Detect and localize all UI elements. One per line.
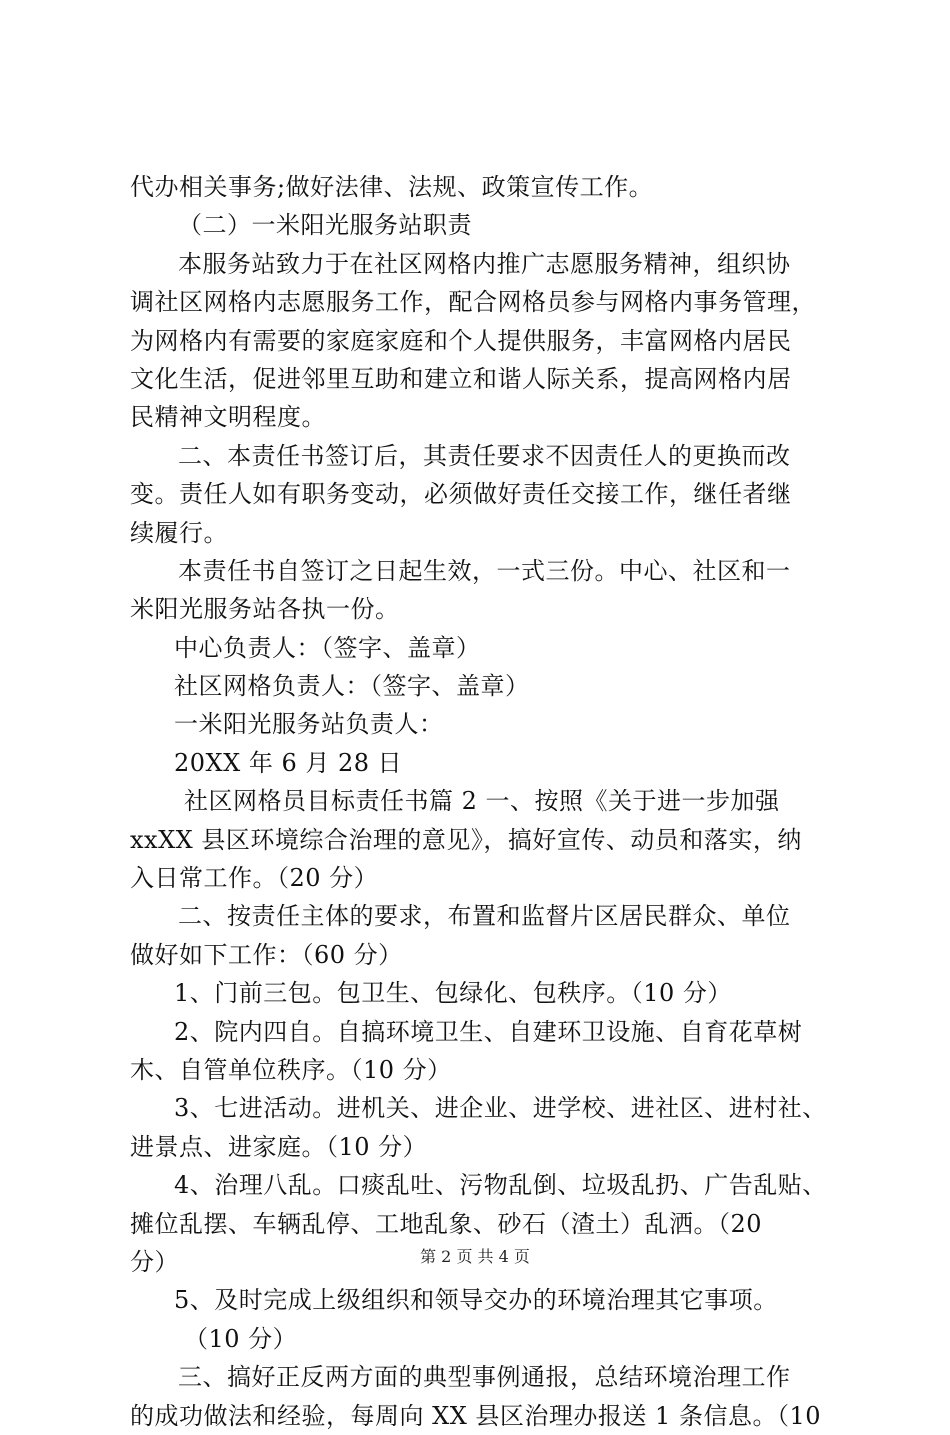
text-line: 三、搞好正反两方面的典型事例通报，总结环境治理工作 — [178, 1363, 791, 1392]
text-line: 木、自管单位秩序。（10 分） — [130, 1055, 452, 1084]
list-item: 2、院内四自。自搞环境卫生、自建环卫设施、自育花草树 — [174, 1017, 803, 1046]
text-line: （10 分） — [184, 1324, 298, 1353]
text-line: 做好如下工作：（60 分） — [130, 940, 403, 969]
text-line: 本服务站致力于在社区网格内推广志愿服务精神，组织协 — [178, 249, 791, 278]
text-line: 分） — [130, 1247, 179, 1276]
signature-line: 中心负责人：（签字、盖章） — [174, 633, 481, 662]
text-line: 二、本责任书签订后，其责任要求不因责任人的更换而改 — [178, 441, 791, 470]
list-item: 5、及时完成上级组织和领导交办的环境治理其它事项。 — [174, 1286, 778, 1315]
page-number-footer: 第 2 页 共 4 页 — [420, 1247, 530, 1266]
section-heading: （二）一米阳光服务站职责 — [178, 211, 472, 240]
text-line: 民精神文明程度。 — [130, 403, 326, 432]
list-item: 3、七进活动。进机关、进企业、进学校、进社区、进村社、 — [174, 1094, 827, 1123]
date-line: 20XX 年 6 月 28 日 — [174, 748, 403, 777]
text-line: 变。责任人如有职务变动，必须做好责任交接工作，继任者继 — [130, 480, 792, 509]
text-line: 米阳光服务站各执一份。 — [130, 595, 400, 624]
text-line: 文化生活，促进邻里互助和建立和谐人际关系，提高网格内居 — [130, 364, 792, 393]
text-line: xxXX 县区环境综合治理的意见》，搞好宣传、动员和落实，纳 — [130, 825, 802, 854]
text-line: 续履行。 — [130, 518, 228, 547]
text-line: 代办相关事务;做好法律、法规、政策宣传工作。 — [130, 173, 654, 201]
text-line: 本责任书自签订之日起生效，一式三份。中心、社区和一 — [178, 556, 791, 585]
text-line: 二、按责任主体的要求，布置和监督片区居民群众、单位 — [178, 902, 791, 931]
list-item: 4、治理八乱。口痰乱吐、污物乱倒、垃圾乱扔、广告乱贴、 — [174, 1171, 827, 1200]
text-line: 入日常工作。（20 分） — [130, 864, 379, 893]
signature-line: 一米阳光服务站负责人： — [174, 710, 444, 739]
text-line: 为网格内有需要的家庭家庭和个人提供服务，丰富网格内居民 — [130, 326, 792, 355]
list-item: 1、门前三包。包卫生、包绿化、包秩序。（10 分） — [174, 979, 732, 1008]
text-line: 调社区网格内志愿服务工作，配合网格员参与网格内事务管理， — [130, 288, 816, 317]
text-line: 的成功做法和经验，每周向 XX 县区治理办报送 1 条信息。（10 — [130, 1401, 821, 1430]
text-line: 摊位乱摆、车辆乱停、工地乱象、砂石（渣土）乱洒。（20 — [130, 1209, 763, 1238]
text-line: 进景点、进家庭。（10 分） — [130, 1132, 428, 1161]
signature-line: 社区网格负责人：（签字、盖章） — [174, 672, 530, 701]
text-line: 社区网格员目标责任书篇 2 一、按照《关于进一步加强 — [184, 787, 780, 816]
